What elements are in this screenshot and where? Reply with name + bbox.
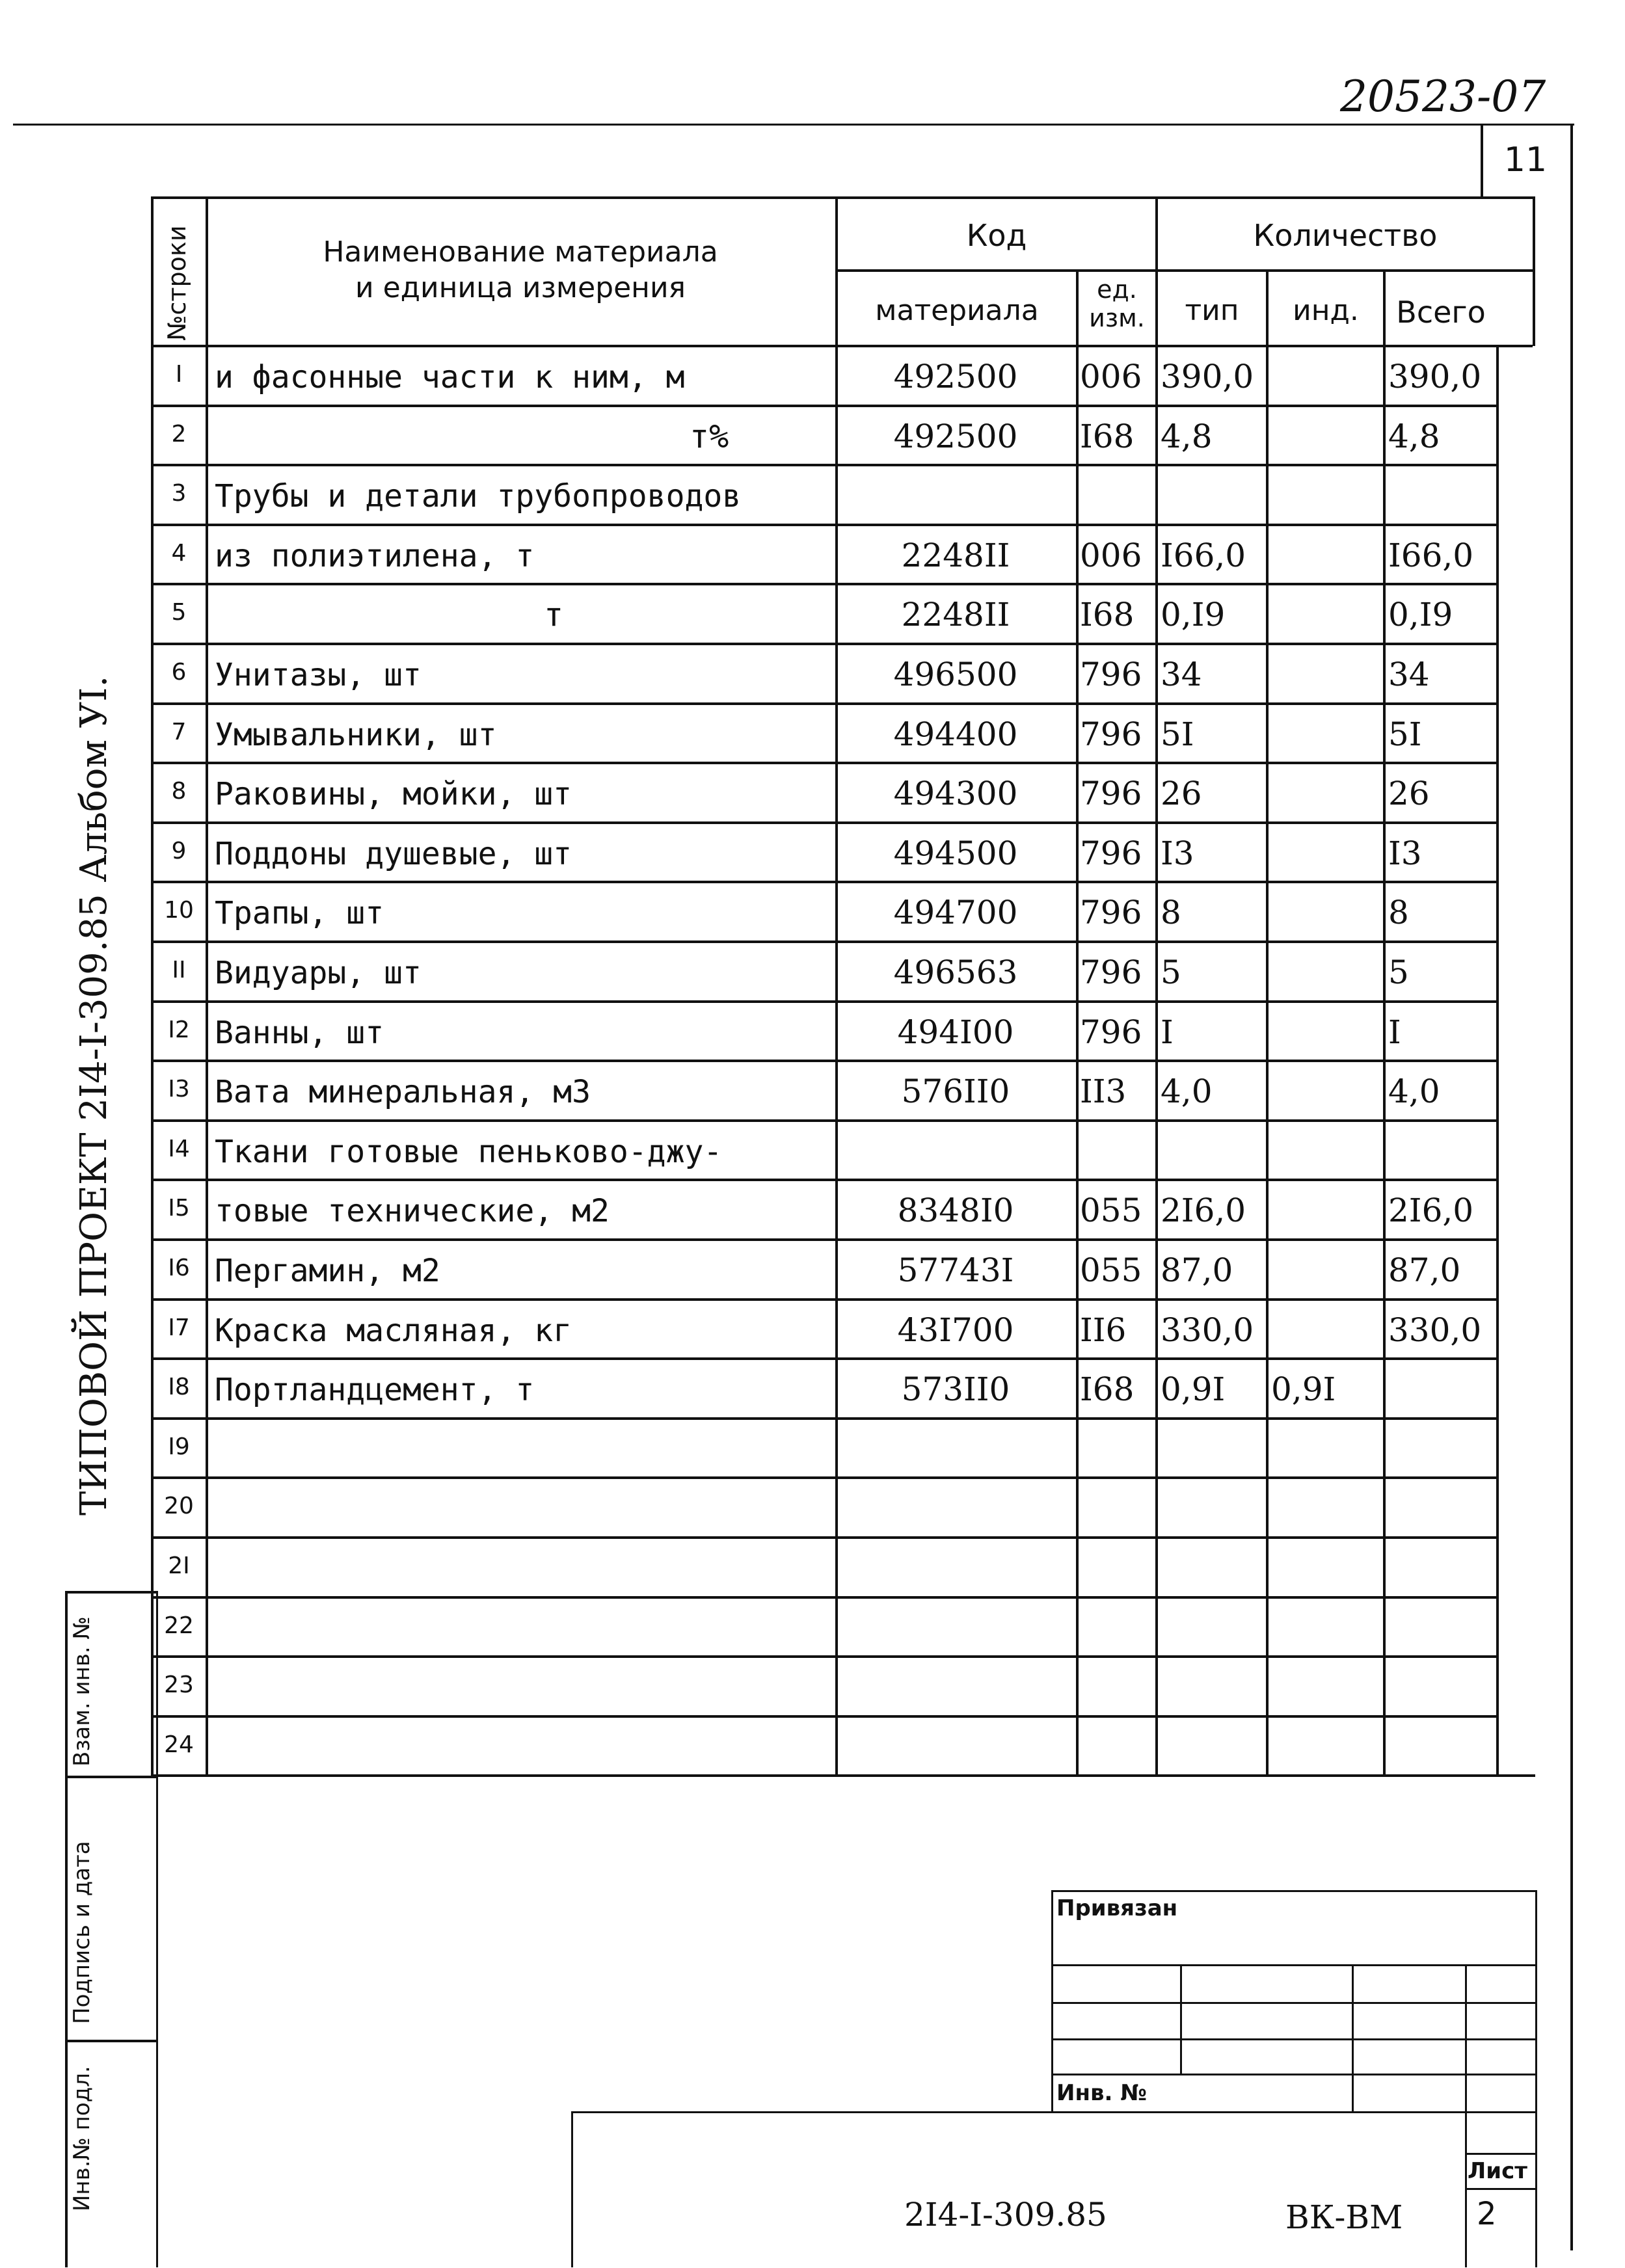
stamp-sheet: 2 [1477,2196,1497,2232]
material-name: Трапы, шт [215,895,384,931]
quantity-type: 8 [1161,894,1181,931]
quantity-total: 5 [1388,954,1409,991]
material-name: Пергамин, м2 [215,1253,440,1289]
row-divider [151,941,1499,943]
row-number: I [175,361,183,388]
quantity-type: I66,0 [1161,537,1246,574]
row-divider [151,762,1499,764]
unit-code: 796 [1080,894,1142,931]
unit-code: 796 [1080,775,1142,812]
material-name: т [544,596,564,634]
header-ind: инд. [1293,294,1359,327]
material-code: 2248II [901,596,1010,634]
row-number: 7 [171,719,187,745]
row-divider [151,524,1499,526]
material-code: 494300 [893,775,1018,812]
row-number: I3 [168,1076,190,1102]
material-code: 492500 [893,418,1018,455]
header-name-line2: и единица измерения [355,271,686,304]
frame-right [1570,124,1573,2250]
row-number: 6 [171,659,187,686]
left-stamp-top [65,1591,156,1594]
row-number: 24 [164,1731,194,1758]
material-name: Вата минеральная, м3 [215,1074,591,1110]
row-divider [151,1000,1499,1003]
header-unit-line2: изм. [1089,303,1145,332]
left-stamp-sep2 [65,2040,156,2042]
material-code: 494700 [893,894,1018,931]
header-name [215,234,826,306]
row-number: 23 [164,1672,194,1698]
header-name-line1: Наименование материала [323,235,718,269]
row-number: II [172,957,186,983]
page-number-box-left [1481,124,1483,196]
material-name: товые технические, м2 [215,1193,610,1229]
quantity-total: 5I [1388,715,1422,753]
row-number: I5 [168,1195,190,1221]
row-divider [151,583,1499,585]
quantity-ind: 0,9I [1271,1370,1336,1408]
material-name: Краска масляная, кг [215,1313,572,1349]
material-code: 573II0 [901,1370,1010,1408]
header-row-number: №строки [163,225,191,341]
row-number: I7 [168,1314,190,1341]
document-number: 20523-07 [1340,72,1546,122]
row-number: 2 [171,421,187,447]
top-rule [13,124,1574,126]
left-stamp-sep1 [65,1776,156,1778]
material-code: 496563 [893,954,1018,991]
row-divider [151,1417,1499,1420]
material-code: 2248II [901,537,1010,574]
row-number: 22 [164,1612,194,1639]
unit-code: I68 [1080,418,1135,455]
row-divider [151,1060,1499,1062]
quantity-type: 0,I9 [1161,596,1226,634]
row-number: I9 [168,1434,190,1460]
quantity-type: 26 [1161,775,1202,812]
side-title: ТИПОВОЙ ПРОЕКТ 2I4-I-309.85 Альбом УI. [73,675,115,1515]
row-divider [151,702,1499,705]
material-name: т% [690,418,729,455]
quantity-type: 5 [1161,954,1181,991]
unit-code: II3 [1080,1073,1127,1110]
row-number: 5 [171,599,187,626]
material-code: 576II0 [901,1073,1010,1110]
material-name: Ткани готовые пеньково-джу- [215,1134,723,1170]
material-name: и фасонные части к ним, м [215,359,685,395]
quantity-total: 34 [1388,656,1430,693]
row-divider [151,1298,1499,1301]
quantity-total: 4,0 [1388,1073,1440,1110]
header-quantity: Количество [1253,218,1438,253]
quantity-total: 390,0 [1388,358,1482,395]
quantity-total: 8 [1388,894,1409,931]
quantity-total: I3 [1388,834,1422,872]
unit-code: I68 [1080,596,1135,634]
material-name: Раковины, мойки, шт [215,776,572,812]
header-material: материала [875,294,1039,327]
stamp-doc-code: 2I4-I-309.85 [904,2196,1107,2234]
header-unit [1079,276,1155,332]
unit-code: 796 [1080,1013,1142,1051]
stamp-section: ВК-ВМ [1285,2198,1403,2236]
row-divider [151,1357,1499,1360]
stamp-inv-no: Инв. № [1056,2080,1148,2106]
row-divider [151,1536,1499,1539]
row-divider [151,405,1499,407]
left-stamp-podpis: Подпись и дата [69,1841,95,2024]
left-stamp-right [156,1591,158,2267]
left-stamp-vzam: Взам. инв. № [69,1616,95,1767]
unit-code: 796 [1080,715,1142,753]
row-divider [151,1655,1499,1658]
left-stamp-left [65,1591,68,2267]
material-code: 496500 [893,656,1018,693]
row-number: I6 [168,1255,190,1281]
row-number: I2 [168,1017,190,1043]
material-name: Трубы и детали трубопроводов [215,478,742,514]
row-divider [151,1238,1499,1241]
row-number: 9 [171,838,187,864]
quantity-total: I [1388,1013,1401,1051]
material-code: 57743I [897,1251,1014,1289]
quantity-type: 2I6,0 [1161,1192,1246,1229]
material-name: Унитазы, шт [215,657,422,693]
material-code: 494400 [893,715,1018,753]
unit-code: I68 [1080,1370,1135,1408]
left-stamp-inv: Инв.№ подл. [69,2066,95,2211]
row-number: 10 [164,897,194,924]
row-divider [151,1179,1499,1181]
row-divider [151,1119,1499,1122]
material-name: Поддоны душевые, шт [215,836,572,872]
unit-code: 055 [1080,1251,1142,1289]
material-name: из полиэтилена, т [215,538,535,574]
row-number: 3 [171,480,187,507]
material-code: 494I00 [897,1013,1014,1051]
quantity-type: 0,9I [1161,1370,1226,1408]
row-number: I8 [168,1374,190,1400]
header-type: тип [1185,294,1239,327]
quantity-type: 4,0 [1161,1073,1213,1110]
row-number: I4 [168,1136,190,1162]
quantity-total: 330,0 [1388,1311,1482,1349]
quantity-total: 87,0 [1388,1251,1461,1289]
page-number: 11 [1503,140,1548,180]
row-divider [151,1476,1499,1479]
quantity-type: I3 [1161,834,1194,872]
quantity-total: 2I6,0 [1388,1192,1474,1229]
header-unit-line1: ед. [1097,275,1137,304]
quantity-total: 26 [1388,775,1430,812]
material-name: Портландцемент, т [215,1372,535,1408]
row-divider [151,464,1499,466]
material-code: 43I700 [897,1311,1014,1349]
material-name: Ванны, шт [215,1015,384,1051]
stamp-list-label: Лист [1468,2158,1527,2184]
unit-code: 055 [1080,1192,1142,1229]
row-number: 20 [164,1493,194,1519]
material-code: 492500 [893,358,1018,395]
material-code: 8348I0 [897,1192,1014,1229]
quantity-type: 390,0 [1161,358,1254,395]
material-name: Умывальники, шт [215,717,497,753]
row-divider [151,881,1499,883]
row-divider [151,821,1499,824]
row-divider [151,643,1499,645]
row-number: 8 [171,778,187,805]
row-number: 4 [171,540,187,567]
quantity-total: 4,8 [1388,418,1440,455]
row-divider [151,1596,1499,1599]
quantity-type: 87,0 [1161,1251,1233,1289]
quantity-type: I [1161,1013,1174,1051]
material-code: 494500 [893,834,1018,872]
row-divider [151,1774,1499,1777]
unit-code: 006 [1080,358,1142,395]
header-code: Код [966,218,1027,253]
row-number: 2I [168,1553,190,1579]
unit-code: 796 [1080,954,1142,991]
quantity-total: 0,I9 [1388,596,1453,634]
header-total: Всего [1396,295,1486,330]
quantity-total: I66,0 [1388,537,1474,574]
quantity-type: 4,8 [1161,418,1213,455]
quantity-type: 5I [1161,715,1194,753]
row-divider [151,1715,1499,1718]
material-name: Видуары, шт [215,955,422,991]
unit-code: II6 [1080,1311,1127,1349]
unit-code: 796 [1080,656,1142,693]
unit-code: 006 [1080,537,1142,574]
unit-code: 796 [1080,834,1142,872]
quantity-type: 330,0 [1161,1311,1254,1349]
quantity-type: 34 [1161,656,1202,693]
stamp-privyazan: Привязан [1056,1895,1178,1921]
